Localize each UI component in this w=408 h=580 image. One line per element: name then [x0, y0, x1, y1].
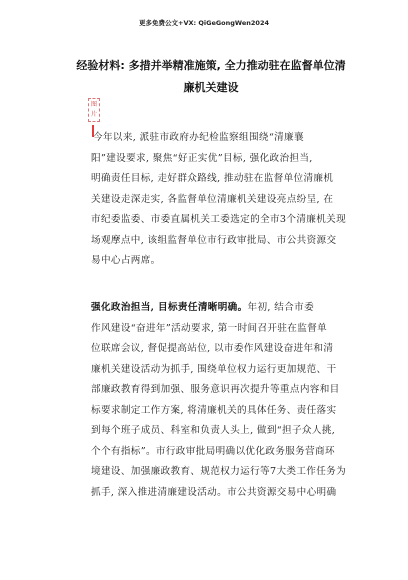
paragraph-line: 作风建设“奋进年”活动要求, 第一时间召开驻在监督单: [91, 322, 328, 334]
paragraph-line-tail: 年初, 结合市委: [247, 302, 315, 313]
paragraph-line: 关建设走深走实, 各监督单位清廉机关建设亮点纷呈, 在: [91, 193, 334, 205]
paragraph-line: 位联席会议, 督促提高站位, 以市委作风建设奋进年和清: [91, 343, 334, 354]
paragraph-line: 市纪委监委、市委直属机关工委选定的全市3个清廉机关现: [91, 214, 347, 225]
paragraph-intro: [91, 128, 347, 272]
image-placeholder-icon: 图 片: [88, 98, 100, 122]
paragraph-line: 部廉政教育得到加强、服务意识再次提升等重点内容和目: [91, 384, 340, 395]
paragraph-line: 今年以来, 派驻市政府办纪检监察组围绕“清廉襄: [93, 132, 304, 143]
section-lead-heading: 强化政治担当, 目标责任清晰明确。: [91, 302, 248, 313]
paragraph-line: 到每个班子成员、科室和负责人头上, 做到“担子众人挑,: [91, 425, 336, 436]
document-title-line-1: 经验材料: 多措并举精准施策, 全力推动驻在监督单位清: [76, 59, 346, 72]
paragraph-line: 易中心占两席。: [91, 255, 161, 266]
paragraph-line: 标要求制定工作方案, 将清廉机关的具体任务、责任落实: [91, 404, 337, 416]
paragraph-line: 境建设、加强廉政教育、规范权力运行等7大类工作任务为: [91, 466, 347, 477]
paragraph-line: 场观摩点中, 该组监督单位市行政审批局、市公共资源交: [91, 234, 337, 246]
paragraph-political-responsibility: [91, 298, 347, 503]
paragraph-line: 明确责任目标, 走好群众路线, 推动驻在监督单位清廉机: [91, 173, 334, 184]
paragraph-line: 个个有指标”。市行政审批局明确以优化政务服务营商环: [91, 445, 335, 457]
paragraph-line: 廉机关建设活动为抓手, 围绕单位权力运行更加规范、干: [91, 363, 337, 375]
paragraph-line: 抓手, 深入推进清廉建设活动。市公共资源交易中心明确: [91, 486, 337, 498]
paragraph-line: 阳”建设要求, 聚焦“好正实优”目标, 强化政治担当,: [91, 152, 313, 164]
document-title-line-2: 廉机关建设: [183, 81, 239, 94]
promo-header: 更多免费公文+VX: QiGeGongWen2024: [139, 19, 269, 27]
paragraph-line: [91, 298, 341, 319]
